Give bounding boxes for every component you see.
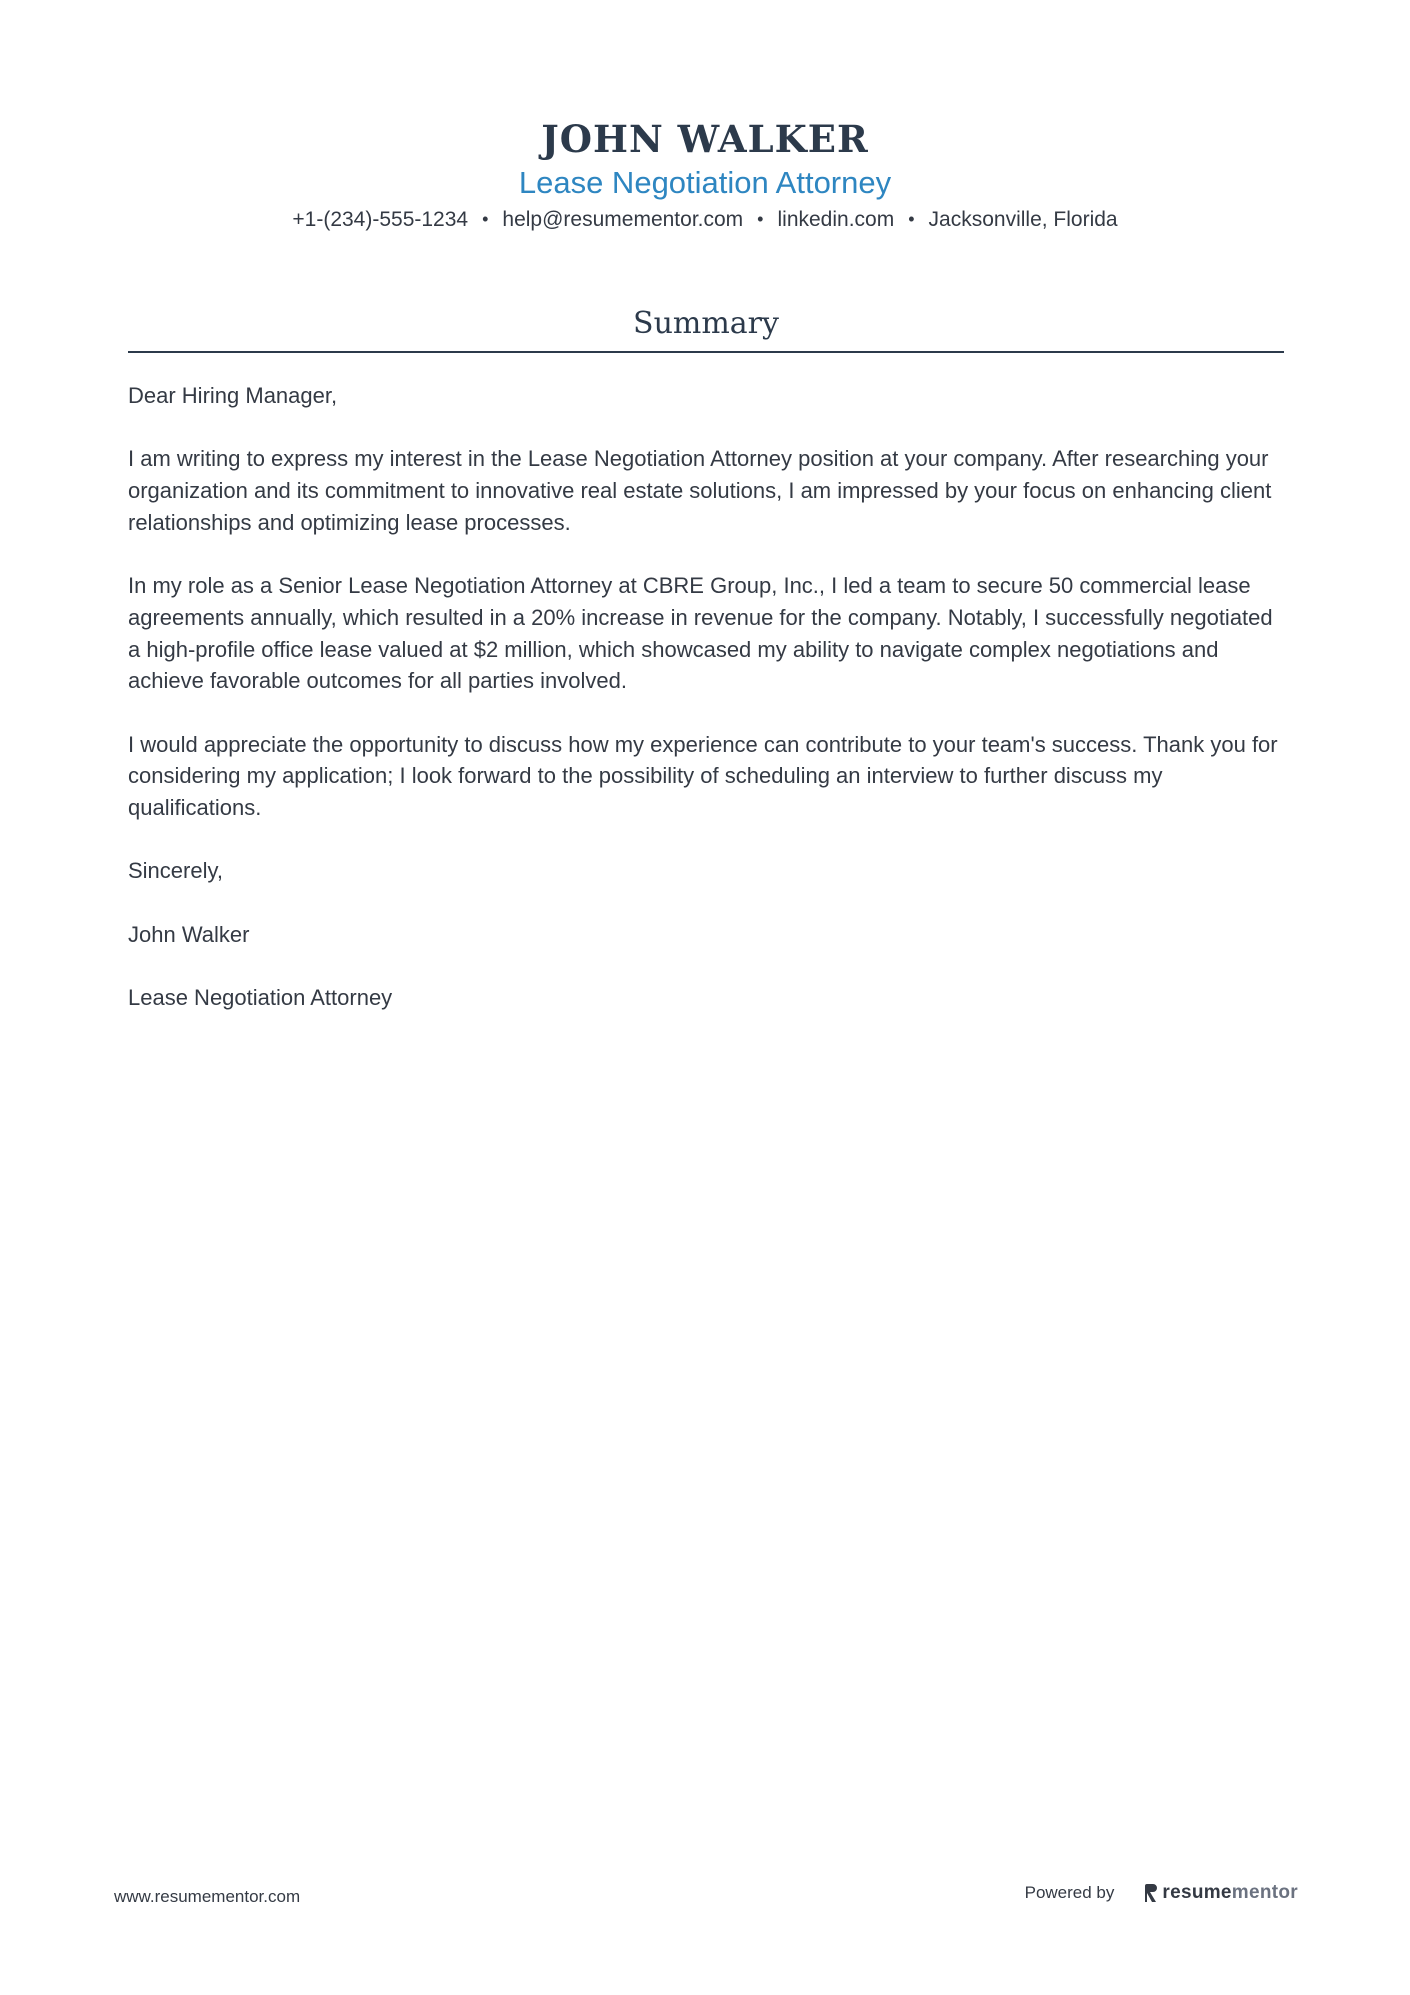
letter-greeting: Dear Hiring Manager,: [128, 383, 338, 408]
contact-email[interactable]: help@resumementor.com: [502, 208, 744, 231]
resumementor-logo-icon: [1144, 1883, 1158, 1903]
candidate-role: Lease Negotiation Attorney: [518, 165, 892, 200]
contact-linkedin[interactable]: linkedin.com: [777, 208, 895, 231]
signature-name: John Walker: [128, 921, 250, 947]
footer-branding: [1025, 1882, 1298, 1904]
letter-header: [0, 114, 1410, 235]
footer-website[interactable]: www.resumementor.com: [114, 1887, 301, 1906]
brand-name-part-2: mentor: [1231, 1882, 1298, 1903]
section-title: Summary: [633, 306, 779, 341]
letter-paragraph-2: In my role as a Senior Lease Negotiation Attorney at CBRE Group, Inc., I led a team to secure 50 commercial lease agreements annually, which resulted in a 20% increase in revenue for the company. Notably, I successfully negotiated a high-profile office lease valued at $2 million, which showcased my ability to navigate complex negotiations and achieve favorable outcomes for all parties involved.: [128, 573, 1273, 694]
separator-dot-icon: •: [757, 209, 764, 229]
powered-by-label: Powered by: [1024, 1883, 1115, 1902]
separator-dot-icon: •: [482, 209, 489, 229]
letter-body: [128, 380, 1284, 1046]
contact-line: [0, 204, 1410, 235]
contact-location: Jacksonville, Florida: [928, 208, 1118, 231]
brand-logo[interactable]: [1144, 1882, 1298, 1904]
contact-phone: +1-(234)-555-1234: [292, 208, 469, 231]
section-divider: [128, 351, 1284, 353]
candidate-name: JOHN WALKER: [541, 117, 869, 161]
letter-closing: Sincerely,: [128, 858, 223, 884]
letter-paragraph-3: I would appreciate the opportunity to discuss how my experience can contribute to your team's success. Thank you for considering my application; I look forward to the possibility of scheduling an interview to further discuss my qualifications.: [128, 731, 1278, 821]
signature-title: Lease Negotiation Attorney: [128, 985, 393, 1011]
separator-dot-icon: •: [908, 209, 915, 229]
brand-name-part-1: resume: [1162, 1882, 1232, 1903]
letter-paragraph-1: I am writing to express my interest in the Lease Negotiation Attorney position at your company. After researching your organization and its commitment to innovative real estate solutions, I am impressed by your focus on enhancing client relationships and optimizing lease processes.: [128, 446, 1272, 535]
